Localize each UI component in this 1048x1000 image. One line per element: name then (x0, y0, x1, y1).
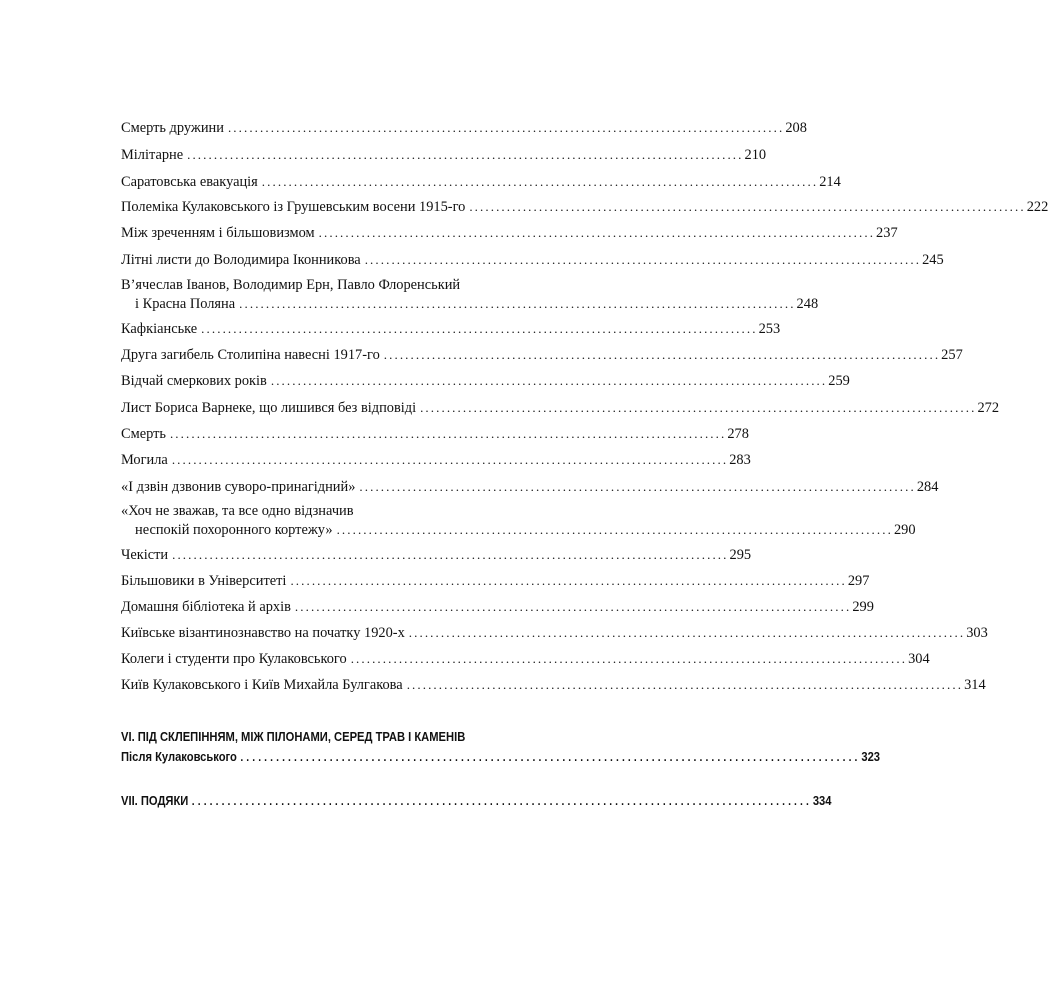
toc-entry-title: Смерть дружини (121, 120, 224, 136)
toc-entry-title: Київ Кулаковського і Київ Михайла Булгакова (121, 677, 403, 693)
toc-entry-page: 257 (941, 347, 963, 363)
section-page: 334 (812, 793, 832, 808)
toc-line (121, 599, 874, 615)
section-heading: VI. ПІД СКЛЕПІННЯМ, МІЖ ПІЛОНАМИ, СЕРЕД ТРАВ І КАМЕНІВ (121, 729, 466, 744)
toc-entry-title-line1: «Хоч не зважав, та все одно відзначив (121, 503, 354, 519)
toc-entry (121, 225, 898, 241)
toc-entry (121, 479, 939, 495)
dot-leader: ........................................................................................................ (350, 651, 908, 666)
toc-entry-page: 283 (729, 452, 751, 468)
toc-entry-title: Більшовики в Університеті (121, 573, 287, 589)
toc-line (121, 373, 850, 389)
toc-entry-page: 272 (977, 400, 1000, 416)
dot-leader: ........................................................................................................ (169, 426, 727, 441)
section-title: VII. ПОДЯКИ (121, 793, 189, 808)
toc-entry-title: Колеги і студенти про Кулаковського (121, 651, 347, 667)
toc-entry (121, 677, 986, 693)
toc-entry (121, 252, 944, 268)
toc-line (121, 479, 939, 495)
toc-entry-page: 295 (729, 547, 752, 563)
toc-entry-title: Кафкіанське (121, 321, 198, 337)
toc-entry (121, 277, 819, 312)
toc-entry (121, 321, 781, 337)
dot-leader: ........................................................................................................ (364, 252, 922, 267)
toc-entry-title: Лист Бориса Варнеке, що лишився без відповіді (121, 400, 417, 416)
toc-entry-title: Літні листи до Володимира Іконникова (121, 252, 361, 268)
toc-entry-page: 278 (727, 426, 749, 442)
toc-entry-title: і Красна Поляна (135, 296, 236, 312)
toc-line (121, 252, 944, 268)
toc-entry-page: 248 (796, 296, 819, 312)
toc-line (121, 296, 819, 312)
toc-entry (121, 147, 767, 163)
toc-entry (121, 373, 850, 389)
toc-entry-title: Чекісти (121, 547, 169, 563)
toc-line (121, 522, 916, 538)
toc-line (121, 400, 1000, 416)
section-sub-title: Після Кулаковського (121, 749, 237, 764)
dot-leader: ........................................................................................................ (239, 296, 796, 311)
toc-line (121, 147, 767, 163)
toc-entry (121, 503, 916, 538)
toc-entry (121, 452, 751, 468)
dot-leader: ........................................................................................................ (191, 794, 812, 808)
toc-entry-page: 290 (893, 522, 916, 538)
dot-leader: ........................................................................................................ (290, 573, 847, 588)
toc-line (121, 174, 841, 190)
toc-entry (121, 625, 988, 641)
dot-leader: ........................................................................................................ (240, 750, 861, 764)
toc-entry (121, 426, 749, 442)
toc-entry-title: Домашня бібліотека й архів (121, 599, 291, 615)
dot-leader: ........................................................................................................ (294, 599, 852, 614)
dot-leader: ........................................................................................................ (420, 400, 977, 415)
toc-line-first (121, 503, 557, 519)
toc-line (121, 573, 870, 589)
toc-entry-page: 237 (876, 225, 898, 241)
toc-entry-title: Між зреченням і більшовизмом (121, 225, 315, 241)
toc-entry-page: 253 (758, 321, 781, 337)
dot-leader: ........................................................................................................ (359, 479, 916, 494)
toc-entry-title: Саратовська евакуація (121, 174, 258, 190)
toc-entry-page: 259 (828, 373, 850, 389)
dot-leader: ........................................................................................................ (336, 522, 893, 537)
toc-entry-title: «І дзвін дзвонив суворо-принагідний» (121, 479, 356, 495)
toc-entry-page: 284 (916, 479, 939, 495)
toc-line (121, 199, 1048, 215)
toc-line (121, 426, 749, 442)
toc-entry (121, 199, 1048, 215)
toc-entry (121, 599, 874, 615)
toc-entry (121, 547, 752, 563)
toc-line (121, 547, 752, 563)
section-line (121, 792, 832, 810)
toc-entry (121, 400, 1000, 416)
dot-leader: ........................................................................................................ (383, 347, 941, 362)
toc-entry (121, 573, 870, 589)
toc-line (121, 321, 781, 337)
dot-leader: ........................................................................................................ (261, 174, 819, 189)
toc-entry-page: 314 (964, 677, 986, 693)
dot-leader: ........................................................................................................ (187, 147, 744, 162)
section-sub-page: 323 (861, 749, 881, 764)
toc-entry-title: Полеміка Кулаковського із Грушевським восени 1915-го (121, 199, 466, 215)
toc-entry-title: Мілітарне (121, 147, 184, 163)
toc-entry (121, 347, 963, 363)
toc-entry-title: Могила (121, 452, 168, 468)
dot-leader: ........................................................................................................ (318, 225, 876, 240)
dot-leader: ........................................................................................................ (227, 120, 785, 135)
toc-entry-page: 214 (819, 174, 841, 190)
dot-leader: ........................................................................................................ (171, 452, 729, 467)
toc-section (121, 792, 832, 810)
toc-entry-page: 210 (744, 147, 767, 163)
dot-leader: ........................................................................................................ (408, 625, 966, 640)
toc-line (121, 347, 963, 363)
toc-entry-title: Київське візантинознавство на початку 1920-х (121, 625, 405, 641)
toc-entry-title: неспокій похоронного кортежу» (135, 522, 333, 538)
toc-entry-page: 208 (785, 120, 807, 136)
section-heading-line (121, 728, 557, 746)
toc-entry (121, 651, 930, 667)
section-sub-line (121, 748, 881, 766)
toc-section (121, 728, 881, 766)
toc-line (121, 625, 988, 641)
dot-leader: ........................................................................................................ (172, 547, 729, 562)
toc-line (121, 120, 807, 136)
toc-entry-title: Смерть (121, 426, 166, 442)
toc-entry (121, 120, 807, 136)
toc-entry-page: 222 (1026, 199, 1048, 215)
toc-line (121, 677, 986, 693)
toc-line (121, 651, 930, 667)
dot-leader: ........................................................................................................ (406, 677, 964, 692)
toc-entry-title: Відчай смеркових років (121, 373, 267, 389)
toc-entry-title: Друга загибель Столипіна навесні 1917-го (121, 347, 380, 363)
dot-leader: ........................................................................................................ (270, 373, 828, 388)
dot-leader: ........................................................................................................ (201, 321, 758, 336)
toc-entry-page: 304 (908, 651, 930, 667)
toc-line (121, 225, 898, 241)
dot-leader: ........................................................................................................ (469, 199, 1026, 214)
toc-entry-title-line1: В’ячеслав Іванов, Володимир Ерн, Павло Флоренський (121, 277, 461, 293)
toc-entry-page: 303 (966, 625, 988, 641)
toc-line-first (121, 277, 557, 293)
toc-entry-page: 297 (847, 573, 870, 589)
toc-entry (121, 174, 841, 190)
toc-line (121, 452, 751, 468)
toc-entry-page: 299 (852, 599, 874, 615)
toc-entry-page: 245 (922, 252, 944, 268)
